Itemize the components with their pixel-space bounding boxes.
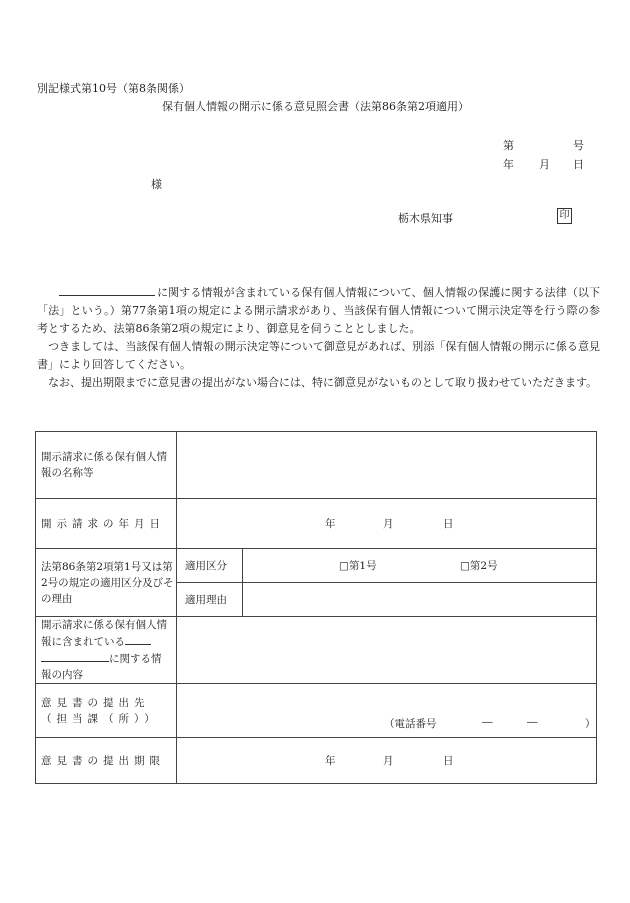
option-first-item[interactable]: □第1号 <box>339 559 377 572</box>
deadline-year: 年 <box>325 754 336 767</box>
addressee-suffix: 様 <box>151 178 162 191</box>
label-info-name: 開示請求に係る保有個人情報の名称等 <box>36 432 177 499</box>
row-applicable-category <box>36 549 597 583</box>
label-request-date: 開示請求の年月日 <box>36 499 177 549</box>
row-submission-destination <box>36 684 597 738</box>
request-date-year: 年 <box>325 517 336 530</box>
deadline-month: 月 <box>383 754 394 767</box>
label-applicable-category: 法第86条第2項第1号又は第2号の規定の適用区分及びその理由 <box>36 549 177 617</box>
content-blank-line-1 <box>125 633 151 645</box>
paragraph-1-text: に関する情報が含まれている保有個人情報について、個人情報の保護に関する法律（以下「法」という。）第77条第1項の規定による開示請求があり、当該保有個人情報について開示決定等を行う際の参考とするため、法第86条第2項の規定により、御意見を伺うこととしました。 <box>37 286 600 335</box>
field-request-date[interactable] <box>177 499 597 549</box>
date-year: 年 <box>503 158 514 171</box>
doc-number-dai: 第 <box>503 139 514 152</box>
document-title: 保有個人情報の開示に係る意見照会書（法第86条第2項適用） <box>162 100 469 113</box>
date-day: 日 <box>573 158 584 171</box>
deadline-day: 日 <box>443 754 454 767</box>
seal-stamp: 印 <box>557 208 572 224</box>
request-date-day: 日 <box>443 517 454 530</box>
date-month: 月 <box>539 158 550 171</box>
field-submission-destination[interactable] <box>177 684 597 738</box>
doc-number-go: 号 <box>573 139 584 152</box>
paragraph-2: つきましては、当該保有個人情報の開示決定等について御意見があれば、別添「保有個人情報の開示に係る意見書」により回答してください。 <box>37 340 600 371</box>
phone-dash-2: ― <box>527 715 538 728</box>
field-info-name[interactable] <box>177 432 597 499</box>
phone-label: （電話番号 <box>384 717 437 730</box>
subject-blank-line <box>59 284 155 296</box>
inquiry-form-table <box>35 431 597 784</box>
label-category: 適用区分 <box>177 549 243 583</box>
label-reason: 適用理由 <box>177 583 243 617</box>
paragraph-3: なお、提出期限までに意見書の提出がない場合には、特に御意見がないものとして取り扱わせていただきます。 <box>48 376 598 389</box>
body-text <box>37 284 600 392</box>
phone-close: ） <box>585 717 596 730</box>
row-info-content <box>36 617 597 684</box>
option-second-item[interactable]: □第2号 <box>460 559 498 572</box>
request-date-month: 月 <box>383 517 394 530</box>
label-submission-destination: 意見書の提出先 （担当課（所）） <box>36 684 177 738</box>
label-submission-deadline: 意見書の提出期限 <box>36 738 177 784</box>
content-blank-line-2 <box>41 650 109 662</box>
phone-dash-1: ― <box>482 715 493 728</box>
form-number: 別記様式第10号（第8条関係） <box>37 82 190 95</box>
paragraph-1 <box>37 284 600 338</box>
field-category <box>243 549 597 583</box>
label-info-content: 開示請求に係る保有個人情報に含まれている に関する情 報の内容 <box>36 617 177 684</box>
row-submission-deadline <box>36 738 597 784</box>
sender-name: 栃木県知事 <box>398 212 453 225</box>
row-info-name <box>36 432 597 499</box>
field-info-content[interactable] <box>177 617 597 684</box>
field-reason[interactable] <box>243 583 597 617</box>
field-submission-deadline[interactable] <box>177 738 597 784</box>
row-request-date <box>36 499 597 549</box>
